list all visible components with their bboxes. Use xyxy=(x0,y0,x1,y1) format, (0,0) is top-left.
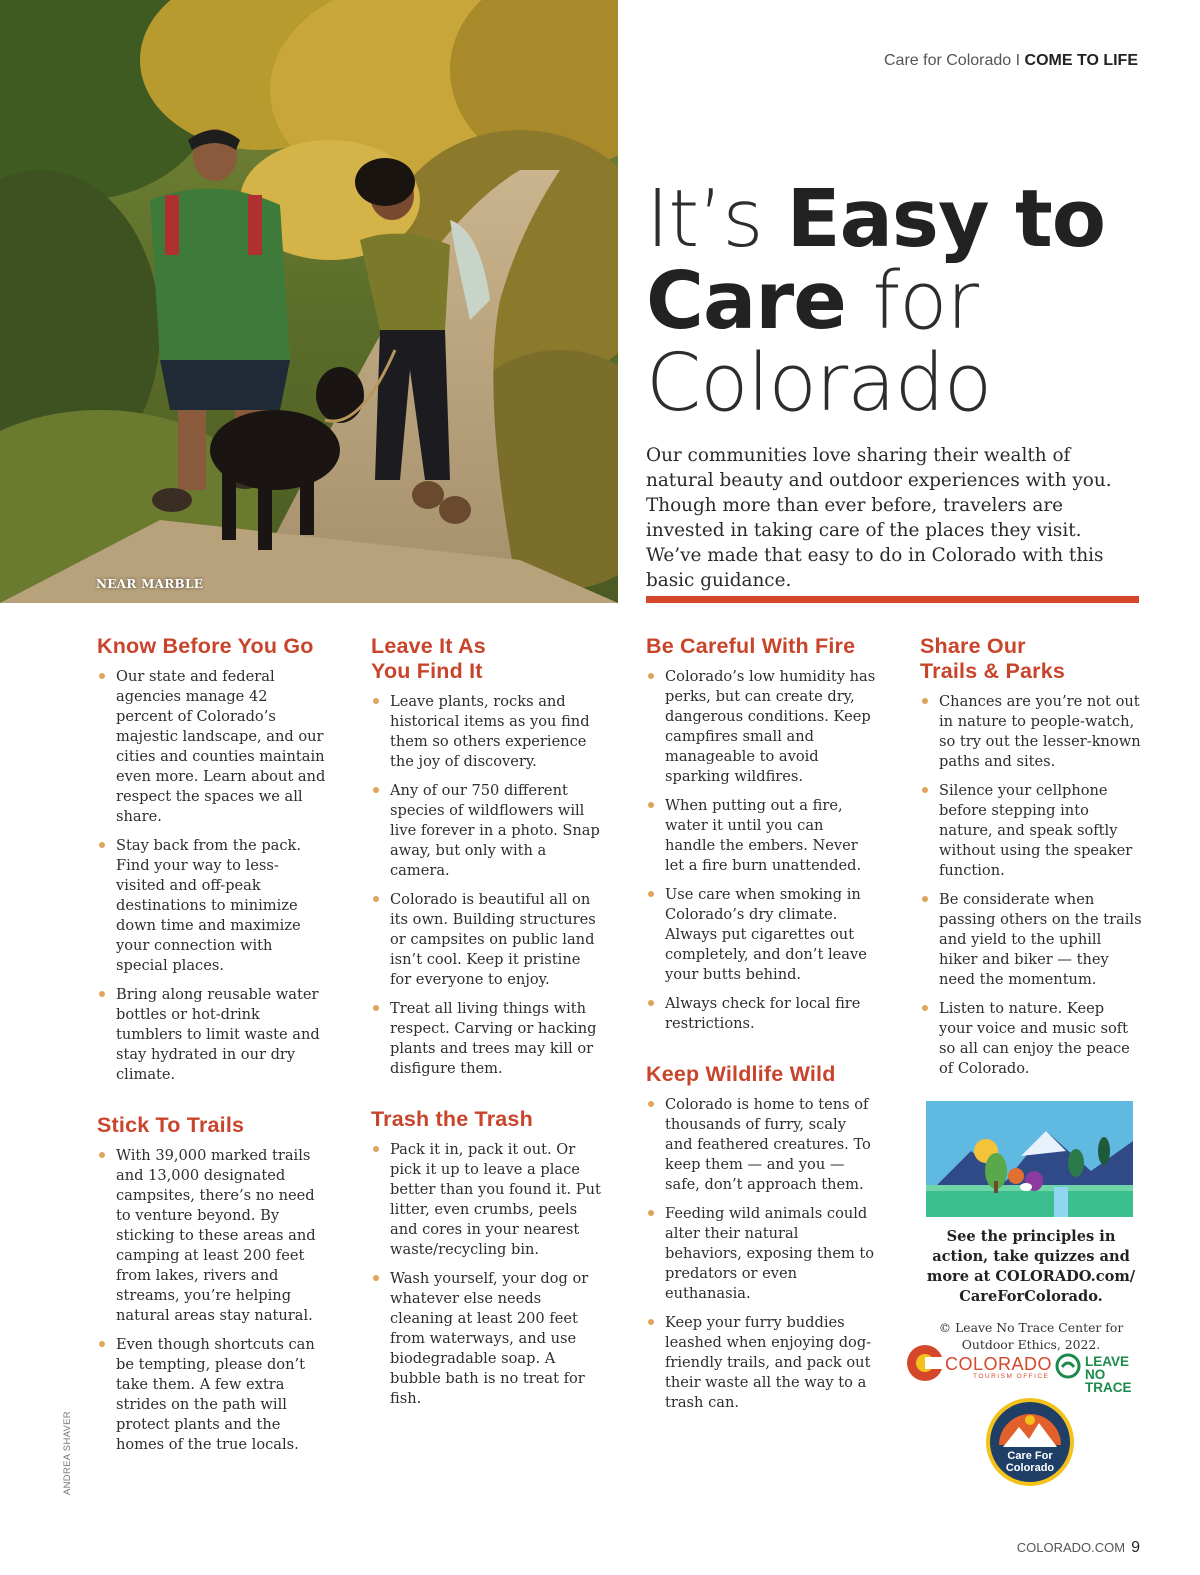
list-item: Stay back from the pack. Find your way to less-visited and off-peak destinations to minimize down time and maximize your connection with special places. xyxy=(97,836,327,976)
game-illustration[interactable] xyxy=(926,1101,1133,1217)
list-item: Use care when smoking in Colorado’s dry climate. Always put cigarettes out completely, and don’t leave your butts behind. xyxy=(646,885,876,985)
list-item: Always check for local fire restrictions. xyxy=(646,994,876,1034)
list-item: Our state and federal agencies manage 42 percent of Colorado’s majestic landscape, and our cities and counties maintain even more. Learn about and respect the spaces we all share. xyxy=(97,667,327,827)
running-head-divider: I xyxy=(1011,52,1025,69)
colorado-logo-name: COLORADO xyxy=(945,1354,1053,1374)
badge-line-2: Colorado xyxy=(1005,1462,1055,1474)
colorado-c-icon xyxy=(905,1343,945,1383)
section-title-share-line-1: Share Our xyxy=(920,634,1026,658)
list-item: With 39,000 marked trails and 13,000 designated campsites, there’s no need to venture beyond. By sticking to these areas and camping at least 200 feet from lakes, rivers and streams, you’re helping natural areas stay natural. xyxy=(97,1146,327,1326)
badge-line-1: Care For xyxy=(1007,1450,1053,1462)
photo-credit: ANDREA SHAVER xyxy=(62,1411,73,1495)
leave-no-trace-icon xyxy=(1055,1353,1081,1379)
leave-no-trace-logo xyxy=(1085,1355,1155,1394)
title-light-2: for xyxy=(872,255,978,347)
list-item: Listen to nature. Keep your voice and music soft so all can enjoy the peace of Colorado. xyxy=(920,999,1142,1079)
accent-rule xyxy=(646,596,1139,603)
section-title-share-line-2: Trails & Parks xyxy=(920,659,1066,683)
care-for-colorado-badge xyxy=(985,1397,1075,1487)
title-bold-1: Easy to xyxy=(786,173,1105,265)
copyright-text: © Leave No Trace Center for Outdoor Ethics, 2022. xyxy=(938,1320,1124,1352)
list-item: Bring along reusable water bottles or hot-drink tumblers to limit waste and stay hydrated in our dry climate. xyxy=(97,985,327,1085)
list-share xyxy=(920,692,1142,1079)
lnt-line-1: LEAVE xyxy=(1085,1354,1130,1369)
title-bold-2: Care xyxy=(646,255,873,347)
list-know xyxy=(97,667,327,1085)
running-head xyxy=(884,52,1138,70)
section-title-trash: Trash the Trash xyxy=(371,1107,533,1131)
section-title-trails: Stick To Trails xyxy=(97,1113,245,1137)
list-item: Colorado’s low humidity has perks, but can create dry, dangerous conditions. Keep campfires small and manageable to avoid sparking wildfires. xyxy=(646,667,876,787)
running-head-feature: COME TO LIFE xyxy=(1024,52,1138,69)
list-item: Treat all living things with respect. Carving or hacking plants and trees may kill or disfigure them. xyxy=(371,999,601,1079)
list-item: Wash yourself, your dog or whatever else needs cleaning at least 200 feet from waterways, and use biodegradable soap. A bubble bath is no treat for fish. xyxy=(371,1269,601,1409)
list-item: When putting out a fire, water it until you can handle the embers. Never let a fire burn unattended. xyxy=(646,796,876,876)
partner-logos xyxy=(905,1343,1155,1395)
list-item: Keep your furry buddies leashed when enjoying dog-friendly trails, and pack out their waste all the way to a trash can. xyxy=(646,1313,876,1413)
list-item: Leave plants, rocks and historical items as you find them so others experience the joy of discovery. xyxy=(371,692,601,772)
list-item: Be considerate when passing others on the trails and yield to the uphill hiker and biker — they need the momentum. xyxy=(920,890,1142,990)
column-2 xyxy=(371,634,601,1418)
list-item: Even though shortcuts can be tempting, please don’t take them. A few extra strides on the path will protect plants and the homes of the true locals. xyxy=(97,1335,327,1455)
column-1 xyxy=(97,634,327,1464)
title-line-3 xyxy=(646,337,1166,429)
title-line-2 xyxy=(646,255,1166,347)
section-title-leave-line-1: Leave It As xyxy=(371,634,486,658)
title-line-1 xyxy=(646,173,1166,265)
list-item: Colorado is beautiful all on its own. Building structures or campsites on public land isn’t cool. Keep it pristine for everyone to enjoy. xyxy=(371,890,601,990)
footer-site[interactable]: COLORADO.COM xyxy=(1016,1540,1126,1555)
page-number: 9 xyxy=(1131,1539,1140,1556)
title-light-1: It’s xyxy=(646,173,787,265)
lnt-line-2: NO TRACE xyxy=(1085,1367,1132,1395)
colorado-logo-sub: TOURISM OFFICE xyxy=(973,1373,1050,1380)
page-footer xyxy=(1017,1539,1140,1557)
list-item: Chances are you’re not out in nature to people-watch, so try out the lesser-known paths and sites. xyxy=(920,692,1142,772)
list-item: Colorado is home to tens of thousands of furry, scaly and feathered creatures. To keep them — and you — safe, don’t approach them. xyxy=(646,1095,876,1195)
list-fire xyxy=(646,667,876,1034)
section-title-share xyxy=(920,634,1142,684)
column-4 xyxy=(920,634,1142,1353)
section-title-leave xyxy=(371,634,601,684)
list-wildlife xyxy=(646,1095,876,1413)
page-title xyxy=(646,173,1166,429)
photo-caption: NEAR MARBLE xyxy=(96,577,204,591)
list-item: Any of our 750 different species of wildflowers will live forever in a photo. Snap away, but only with a camera. xyxy=(371,781,601,881)
column-3 xyxy=(646,634,876,1422)
list-item: Silence your cellphone before stepping into nature, and speak softly without using the speaker function. xyxy=(920,781,1142,881)
section-title-fire: Be Careful With Fire xyxy=(646,634,856,658)
running-head-section: Care for Colorado xyxy=(884,52,1012,69)
hero-photo xyxy=(0,0,618,603)
list-item: Pack it in, pack it out. Or pick it up to leave a place better than you found it. Put litter, even crumbs, peels and cores in your nearest waste/recycling bin. xyxy=(371,1140,601,1260)
cta-text: See the principles in action, take quizzes and more at COLORADO.com/ CareForColorado. xyxy=(926,1228,1136,1305)
intro-paragraph: Our communities love sharing their wealth of natural beauty and outdoor experiences with you. Though more than ever before, travelers are invested in taking care of the places they visit. We’ve made that easy to do in Colorado with this basic guidance. xyxy=(646,445,1112,591)
section-title-leave-line-2: You Find It xyxy=(371,659,483,683)
section-title-know: Know Before You Go xyxy=(97,634,314,658)
list-leave xyxy=(371,692,601,1079)
list-item: Feeding wild animals could alter their natural behaviors, exposing them to predators or even euthanasia. xyxy=(646,1204,876,1304)
list-trash xyxy=(371,1140,601,1409)
list-trails xyxy=(97,1146,327,1455)
section-title-wildlife: Keep Wildlife Wild xyxy=(646,1062,836,1086)
title-light-3: Colorado xyxy=(646,337,992,429)
